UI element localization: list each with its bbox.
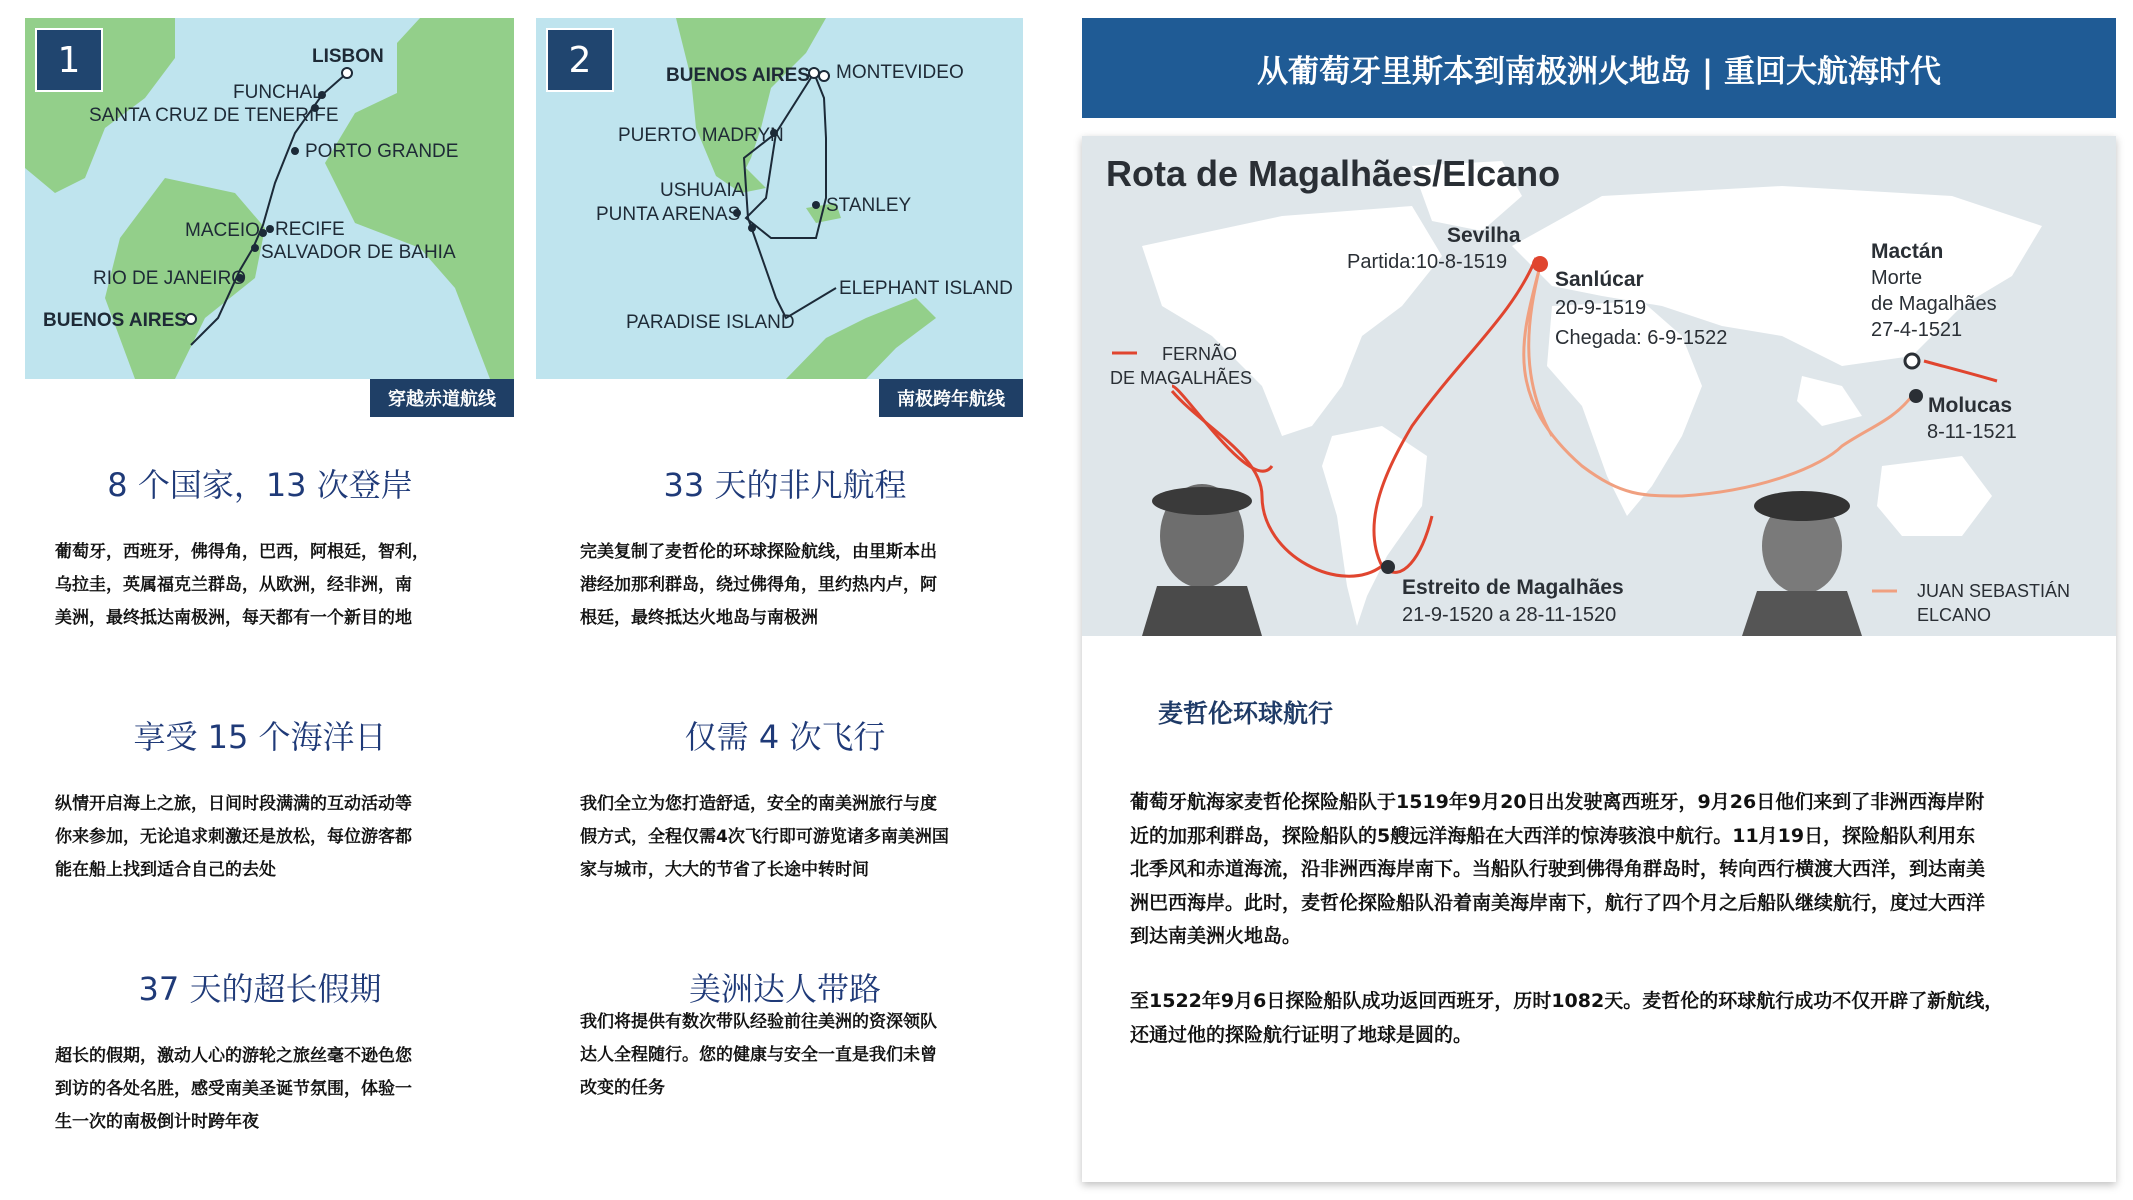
feature-title: 8 个国家，13 次登岸 xyxy=(107,466,413,504)
label-puerto-madryn: PUERTO MADRYN xyxy=(618,125,784,146)
label-montevideo: MONTEVIDEO xyxy=(836,62,964,83)
route-map-2 xyxy=(536,18,1023,379)
port-stanley xyxy=(812,201,820,209)
patagonia-land xyxy=(676,18,826,193)
magalhaes-asia-route xyxy=(1924,361,1997,381)
sevilha-marker xyxy=(1532,256,1548,272)
label-tenerife: SANTA CRUZ DE TENERIFE xyxy=(89,105,339,126)
feature-title: 37 天的超长假期 xyxy=(138,970,382,1008)
sevilha-label: Sevilha xyxy=(1447,224,1521,247)
label-stanley: STANLEY xyxy=(826,195,912,216)
feature-title: 美洲达人带路 xyxy=(688,970,881,1008)
australia-land xyxy=(1877,456,1992,536)
legend-magalhaes-line2: DE MAGALHÃES xyxy=(1110,368,1253,388)
port-recife xyxy=(266,225,274,233)
page-banner-title: 从葡萄牙里斯本到南极洲火地岛 | 重回大航海时代 xyxy=(1082,18,2116,118)
label-paradise-island: PARADISE ISLAND xyxy=(626,312,795,333)
feature-description: 完美复制了麦哲伦的环球探险航线，由里斯本出 港经加那利群岛，绕过佛得角，里约热内卢，阿 根廷，最终抵达火地岛与南极洲 xyxy=(580,542,937,628)
legend-elcano-line2: ELCANO xyxy=(1917,605,1992,625)
label-elephant-island: ELEPHANT ISLAND xyxy=(839,278,1013,299)
route-number-badge: 2 xyxy=(546,28,614,92)
port-montevideo xyxy=(819,71,829,81)
molucas-marker xyxy=(1909,389,1923,403)
mactan-date: 27-4-1521 xyxy=(1871,319,1963,341)
feature-description: 纵情开启海上之旅，日间时段满满的互动活动等 你来参加，无论追求刺激还是放松，每位游客都 能在船上找到适合自己的去处 xyxy=(55,794,412,880)
paragraph-return: 至1522年9月6日探险船队成功返回西班牙，历时1082天。麦哲伦的环球航行成功不仅开辟了新航线， 还通过他的探险航行证明了地球是圆的。 xyxy=(1130,990,2004,1046)
port-porto-grande xyxy=(291,147,299,155)
sanlucar-date: 20-9-1519 xyxy=(1555,297,1647,319)
estreito-date: 21-9-1520 a 28-11-1520 xyxy=(1402,604,1617,626)
label-rio: RIO DE JANEIRO xyxy=(93,268,247,289)
de-magalhaes-label: de Magalhães xyxy=(1871,293,1997,315)
map-title: Rota de Magalhães/Elcano xyxy=(1106,153,1561,194)
magalhaes-portrait xyxy=(1142,484,1262,636)
mactan-marker xyxy=(1905,354,1919,368)
southeast-asia-land xyxy=(1797,376,1862,426)
molucas-label: Molucas xyxy=(1928,394,2013,417)
molucas-date: 8-11-1521 xyxy=(1927,421,2017,443)
morte-label: Morte xyxy=(1871,267,1923,289)
chegada-label: Chegada: 6-9-1522 xyxy=(1555,327,1728,349)
legend-magalhaes-line1: FERNÃO xyxy=(1162,344,1238,364)
antarctic-peninsula-land xyxy=(786,298,936,379)
legend-elcano-line1: JUAN SEBASTIÁN xyxy=(1917,581,2071,601)
route-tag: 穿越赤道航线 xyxy=(370,379,514,417)
port-buenos-aires xyxy=(186,314,196,324)
africa-land xyxy=(325,18,514,379)
port-maceio xyxy=(259,229,267,237)
magellan-route-map xyxy=(1082,136,2116,636)
label-funchal: FUNCHAL xyxy=(233,82,323,103)
paragraph-voyage: 葡萄牙航海家麦哲伦探险船队于1519年9月20日出发驶离西班牙，9月26日他们来到了非洲西海岸附 近的加那利群岛，探险船队的5艘远洋海船在大西洋的惊涛骇浪中航行。11月19日，探险船队利用东 北季风和赤道海流，沿非洲西海岸南下。当船队行驶到佛得角群岛时，转向西行横渡大西洋，到达南美 洲巴西海岸。此时，麦哲伦探险船队沿着南美海岸南下，航行了四个月之后船队继续航行，度过大西洋 到达南美洲火地岛。 xyxy=(1130,791,1986,947)
label-salvador: SALVADOR DE BAHIA xyxy=(261,242,456,263)
feature-title: 仅需 4 次飞行 xyxy=(684,718,886,756)
elcano-portrait xyxy=(1742,491,1862,636)
feature-title: 33 天的非凡航程 xyxy=(663,466,907,504)
label-ushuaia: USHUAIA xyxy=(660,180,745,201)
feature-description: 葡萄牙，西班牙，佛得角，巴西，阿根廷，智利， 乌拉圭，英属福克兰群岛，从欧洲，经非洲，南 美洲，最终抵达南极洲，每天都有一个新目的地 xyxy=(55,542,429,628)
feature-description: 超长的假期，激动人心的游轮之旅丝毫不逊色您 到访的各处名胜，感受南美圣诞节氛围，体验一 生一次的南极倒计时跨年夜 xyxy=(55,1046,412,1132)
feature-description: 我们全立为您打造舒适，安全的南美洲旅行与度 假方式，全程仅需4次飞行即可游览诸多南美洲国 家与城市，大大的节省了长途中转时间 xyxy=(580,794,949,880)
port-ushuaia xyxy=(748,224,756,232)
section-title: 麦哲伦环球航行 xyxy=(1158,699,1334,728)
label-lisbon: LISBON xyxy=(312,46,384,67)
sanlucar-label: Sanlúcar xyxy=(1555,268,1644,291)
port-salvador xyxy=(251,244,259,252)
port-buenos-aires xyxy=(809,68,819,78)
world-map-graphic xyxy=(1082,136,2116,636)
route-map-1 xyxy=(25,18,514,379)
label-maceio: MACEIO xyxy=(185,220,260,241)
label-punta-arenas: PUNTA ARENAS xyxy=(596,204,741,225)
route-number-badge: 1 xyxy=(35,28,103,92)
label-porto-grande: PORTO GRANDE xyxy=(305,141,459,162)
label-buenos-aires: BUENOS AIRES xyxy=(43,310,187,331)
mactan-label: Mactán xyxy=(1871,240,1944,263)
partida-label: Partida:10-8-1519 xyxy=(1347,251,1508,273)
label-buenos-aires: BUENOS AIRES xyxy=(666,65,810,86)
estreito-label: Estreito de Magalhães xyxy=(1402,576,1624,599)
port-lisbon xyxy=(342,68,352,78)
feature-title: 享受 15 个海洋日 xyxy=(133,718,387,756)
feature-description: 我们将提供有数次带队经验前往美洲的资深领队 达人全程随行。您的健康与安全一直是我们未曾 改变的任务 xyxy=(580,1012,937,1098)
label-recife: RECIFE xyxy=(275,219,345,240)
magellan-card xyxy=(1082,136,2116,1182)
estreito-marker xyxy=(1381,560,1395,574)
route-tag: 南极跨年航线 xyxy=(879,379,1023,417)
